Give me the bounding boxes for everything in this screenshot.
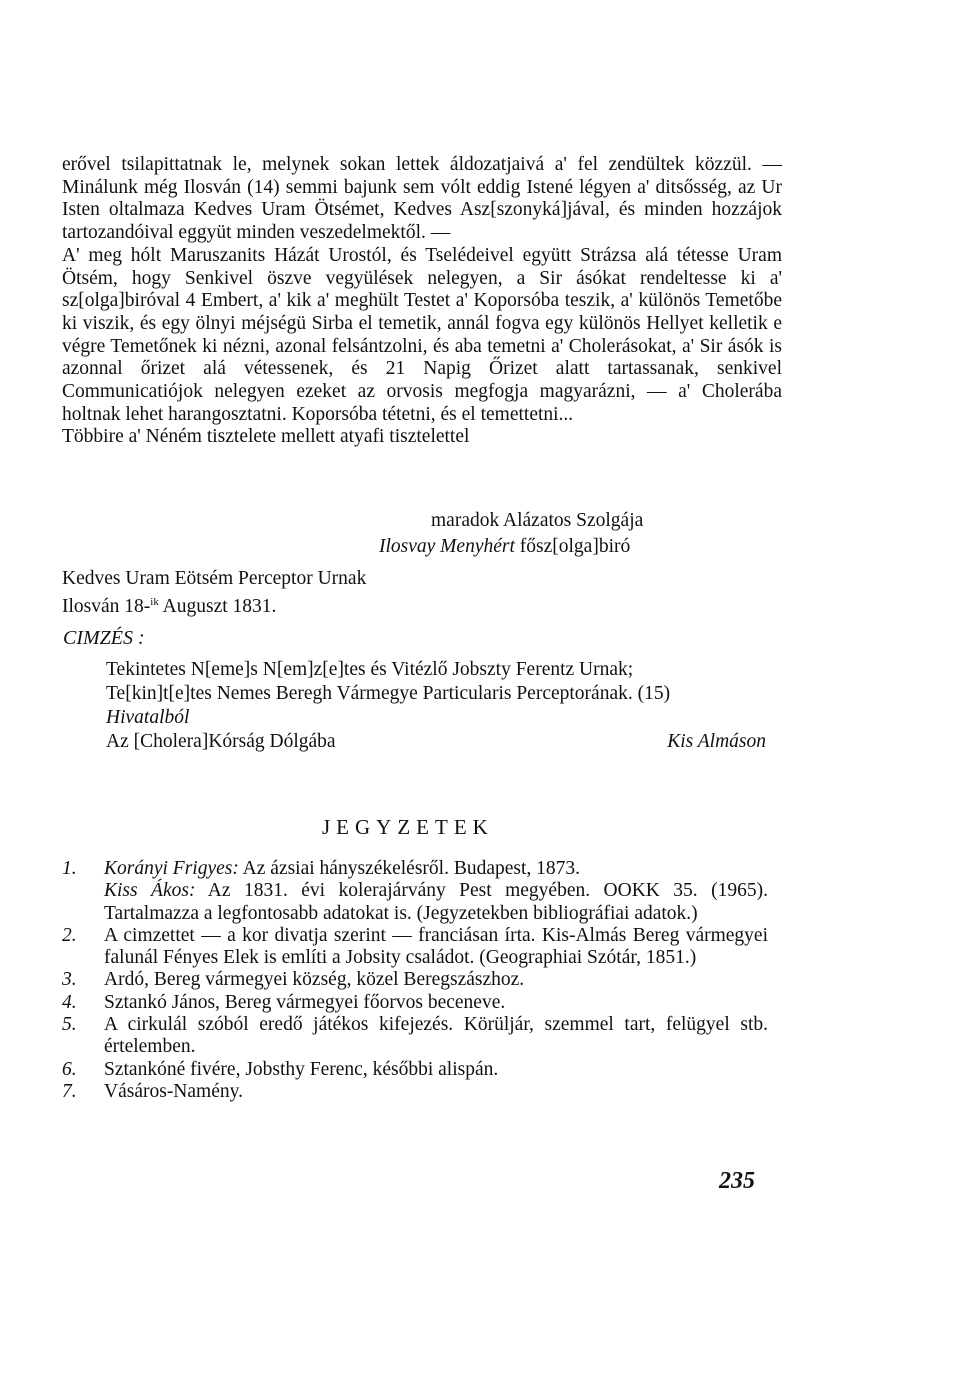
recipient-line: Kedves Uram Eötsém Perceptor Urnak xyxy=(62,568,367,589)
address-line-3: Hivatalból xyxy=(106,707,190,728)
signer-name: Ilosvay Menyhért xyxy=(379,536,515,557)
paragraph-2: A' meg hólt Maruszanits Házát Urostól, és Tselédeivel együtt Strázsa alá tétesse Uram Ötsém, hogy Senkivel öszve vegyülések nelegyen, a Sir ásókat rendeltesse ki a' sz[olga]biróval 4 Embert, a' kik a' meghült Testet a' Koporsóba teszik, a' különös Temetőbe ki viszik, és egy ölnyi méjségü Sirba el temetik, annál fogva egy különös Hellyet kelletik e végre Temetőnek ki nézni, azonal felsántzolni, és aba temetni a' Cholerásokat, a' Sir ásók is azonnal őrizet alá vétessenek, és 21 Napig Őrizet alatt tartassanak, senkivel Communicatiójok nelegyen ezeket az orvosis megfogja magyarázni, — a' Cholerába holtnak lehet harangosztatni. Koporsóba tétetni, és el temettetni... xyxy=(62,244,782,425)
note-item: 1. Korányi Frigyes: Az ázsiai hányszékelésről. Budapest, 1873. Kiss Ákos: Az 1831. évi kolerajárvány Pest megyében. OOKK 35. (1965). Tartalmazza a legfontosabb adatokat is. (Jegyzetekben bibliográfiai adatok.) xyxy=(62,858,768,924)
page-number: 235 xyxy=(719,1168,755,1194)
signer-title: fősz[olga]biró xyxy=(519,536,631,557)
letter-body xyxy=(62,154,782,449)
address-label: CIMZÉS : xyxy=(63,627,145,649)
paragraph-3: Többire a' Néném tisztelete mellett atyafi tisztelettel xyxy=(62,426,470,448)
note-item: 3. Ardó, Bereg vármegyei község, közel Beregszászhoz. xyxy=(62,969,525,991)
address-line-1: Tekintetes N[eme]s N[em]z[e]tes és Vitézlő Jobszty Ferentz Urnak; xyxy=(106,659,634,680)
address-line-2: Te[kin]t[e]tes Nemes Beregh Vármegye Particularis Perceptorának. (15) xyxy=(106,683,671,704)
note-item: 6. Sztankóné fivére, Jobsthy Ferenc, későbbi alispán. xyxy=(62,1058,499,1080)
note-item: 2. A cimzettet — a kor divatja szerint — franciásan írta. Kis-Almás Bereg vármegyei falunál Fényes Elek is említi a Jobsity családot. (Geographiai Szótár, 1851.) xyxy=(62,924,768,969)
signature-line xyxy=(379,535,630,559)
address-block xyxy=(106,658,766,754)
place-date-line: Ilosván 18-$^{ik}$ Auguszt 1831. xyxy=(62,596,277,617)
address-line-4: Az [Cholera]Kórság Dólgába Kis Almáson xyxy=(106,731,766,752)
note-item: 4. Sztankó János, Bereg vármegyei főorvos beceneve. xyxy=(62,991,506,1013)
notes-list xyxy=(62,858,768,1103)
notes-heading: JEGYZETEK xyxy=(322,815,494,839)
closing-line: maradok Alázatos Szolgája xyxy=(431,510,644,531)
note-item: 5. A cirkulál szóból eredő játékos kifejezés. Körüljár, szemmel tart, felügyel stb. értelemben. xyxy=(62,1014,768,1058)
paragraph-1: erővel tsilapittatnak le, melynek sokan lettek áldozatjaivá a' fel zendültek közzül. — Minálunk még Ilosván (14) semmi bajunk sem vólt eddig Istené légyen a' ditsősség, az Ur Isten oltalmaza Kedves Uram Ötsémet, Kedves Asz[szonyká]jával, és minden hozzájok tartozandóival eggyüt minden veszedelmektől. — xyxy=(62,154,782,244)
note-item: 7. Vásáros-Namény. xyxy=(62,1080,243,1102)
